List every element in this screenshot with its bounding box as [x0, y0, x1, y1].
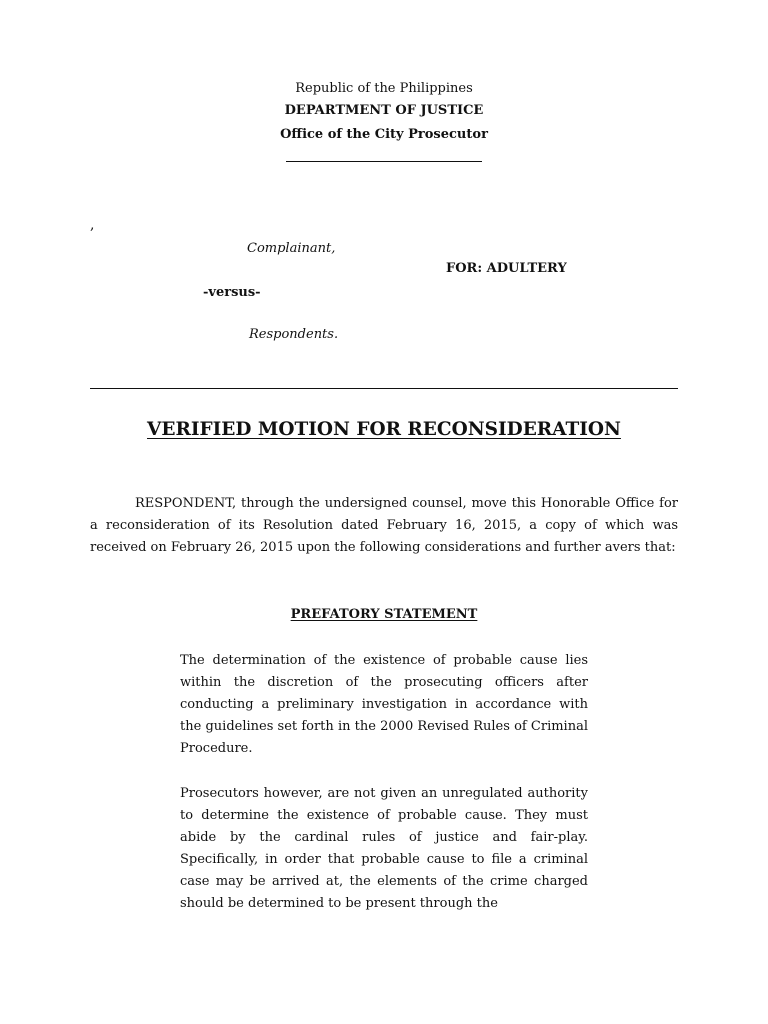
respondents-label: Respondents. [249, 327, 339, 342]
header-office: Office of the City Prosecutor [280, 127, 488, 142]
caption-divider [90, 388, 678, 389]
header-department: DEPARTMENT OF JUSTICE [284, 103, 484, 118]
quoted-paragraph: Prosecutors however, are not given an unregulated authority to determine the existence of probable cause. They must abide by the cardinal rules of justice and fair-play. Specifically, in order that probable cause to file a criminal case may be arrived at, the elements of the crime charged should be determined to be present through the [180, 786, 588, 911]
complainant-name-comma: , [90, 217, 95, 233]
header-signature-line [286, 161, 482, 162]
quoted-paragraph: The determination of the existence of probable cause lies within the discretion of the prosecuting officers after conducting a preliminary investigation in accordance with the guidelines set forth in the 2000 Revised Rules of Criminal Procedure. [180, 653, 588, 756]
section-heading: PREFATORY STATEMENT [290, 607, 478, 622]
header-republic: Republic of the Philippines [295, 81, 473, 96]
case-charge-label: FOR: ADULTERY [446, 261, 567, 276]
complainant-label: Complainant, [247, 241, 336, 256]
intro-paragraph: RESPONDENT, through the undersigned counsel, move this Honorable Office for a reconsideration of its Resolution dated February 16, 2015, a copy of which was received on February 26, 2015 upon the following considerations and further avers that: [90, 496, 678, 555]
document-title: VERIFIED MOTION FOR RECONSIDERATION [147, 419, 621, 440]
versus-label: -versus- [203, 285, 261, 300]
